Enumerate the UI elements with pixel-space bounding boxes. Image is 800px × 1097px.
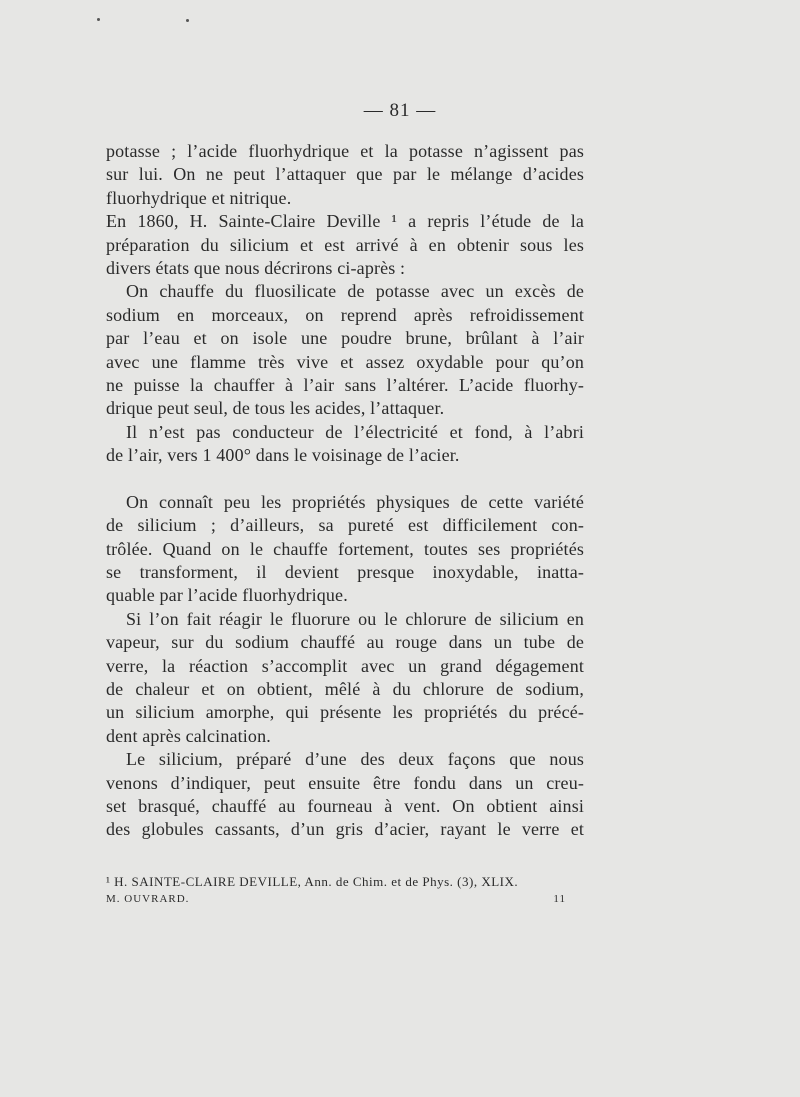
text-line: set brasqué, chauffé au fourneau à vent. On obtient ainsi [106,795,584,816]
text-line: vapeur, sur du sodium chauffé au rouge dans un tube de [106,632,584,653]
text-line: divers états que nous décrirons ci-après : [106,257,406,278]
signature-row [106,893,566,905]
page-number: — 81 — [363,100,437,121]
text-line: Le silicium, préparé d’une des deux façons que nous [126,749,584,770]
speck [186,19,189,22]
text-line: sur lui. On ne peut l’attaquer que par le mélange d’acides [106,164,584,185]
sheet-number: 11 [553,893,566,905]
text-line: quable par l’acide fluorhydrique. [106,585,348,606]
text-line: se transforment, il devient presque inoxydable, inatta- [106,562,584,583]
text-line: des globules cassants, d’un gris d’acier, rayant le verre et [106,819,584,840]
text-line: préparation du silicium et est arrivé à en obtenir sous les [106,234,584,255]
text-line: Il n’est pas conducteur de l’électricité et fond, à l’abri [126,421,584,442]
text-line: fluorhydrique et nitrique. [106,187,292,208]
text-line: venons d’indiquer, peut ensuite être fondu dans un creu- [106,772,584,793]
signature-mark: M. OUVRARD. [106,893,190,905]
text-line: sodium en morceaux, on reprend après refroidissement [106,304,584,325]
text-line: un silicium amorphe, qui présente les propriétés du précé- [106,702,584,723]
footnote-area [106,874,566,905]
text-line: de chaleur et on obtient, mêlé à du chlorure de sodium, [106,678,584,699]
text-line: potasse ; l’acide fluorhydrique et la potasse n’agissent pas [106,141,584,161]
text-line: de l’air, vers 1 400° dans le voisinage de l’acier. [106,445,460,466]
text-line: avec une flamme très vive et assez oxydable pour qu’on [106,351,584,372]
text-line: drique peut seul, de tous les acides, l’attaquer. [106,398,445,419]
text-line: verre, la réaction s’accomplit avec un grand dégagement [106,655,584,676]
speck [97,18,100,21]
footnote: ¹ H. SAINTE-CLAIRE DEVILLE, Ann. de Chim. et de Phys. (3), XLIX. [106,874,519,889]
text-line: ne puisse la chauffer à l’air sans l’altérer. L’acide fluorhy- [106,374,584,395]
text-line: On chauffe du fluosilicate de potasse avec un excès de [126,281,584,302]
text-line: trôlée. Quand on le chauffe fortement, toutes ses propriétés [106,538,584,559]
paragraph-gap [106,467,584,490]
text-line: dent après calcination. [106,725,271,746]
text-line: Si l’on fait réagir le fluorure ou le chlorure de silicium en [126,608,584,629]
text-line: En 1860, H. Sainte-Claire Deville ¹ a repris l’étude de la [106,211,584,232]
text-line: de silicium ; d’ailleurs, sa pureté est difficilement con- [106,515,584,536]
body-text [106,140,584,842]
text-line: On connaît peu les propriétés physiques de cette variété [126,491,584,512]
text-line: par l’eau et on isole une poudre brune, brûlant à l’air [106,328,584,349]
